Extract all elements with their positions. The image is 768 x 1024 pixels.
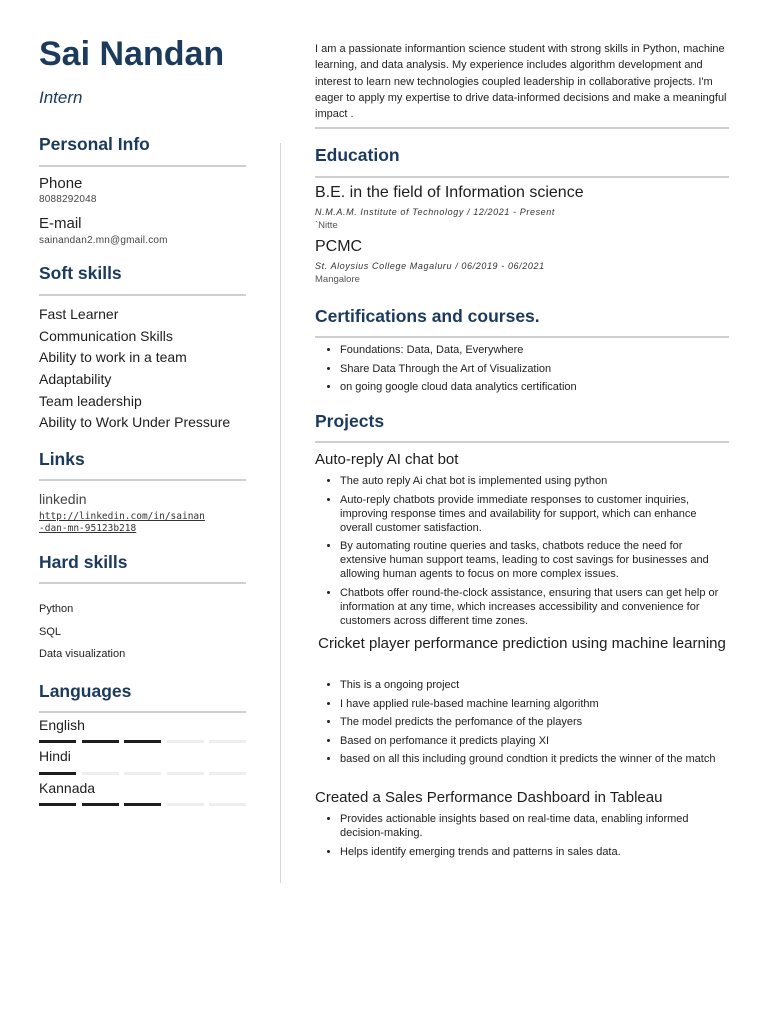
hard-skill-item: SQL (39, 625, 62, 638)
language-level-segment (124, 772, 161, 775)
linkedin-label: linkedin (39, 491, 87, 507)
education-location: `Nitte (315, 220, 338, 231)
project-bullet: • Based on perfomance it predicts playing XI (340, 734, 729, 748)
education-degree: PCMC (315, 238, 363, 255)
project-bullet: • The auto reply Ai chat bot is implemented using python (340, 474, 729, 488)
language-name: Kannada (39, 780, 96, 796)
section-title-education: Education (315, 145, 400, 165)
language-level-segment (167, 740, 204, 743)
section-rule (39, 479, 246, 481)
hard-skill-item: Data visualization (39, 648, 126, 660)
section-rule (315, 336, 729, 338)
project-bullets (315, 678, 729, 771)
soft-skill-item: Communication Skills (39, 327, 173, 344)
certification-item: • Share Data Through the Art of Visualization (340, 362, 729, 376)
language-level-segment (82, 803, 119, 806)
language-level-bar (39, 803, 246, 806)
section-title-languages: Languages (39, 681, 132, 701)
project-bullet: • Auto-reply chatbots provide immediate responses to customer inquiries, improving response times and availability for support, which can enhance overall customer satisfaction. (340, 493, 729, 535)
language-level-segment (82, 772, 119, 775)
project-bullet: • The model predicts the perfomance of the players (340, 715, 729, 729)
phone-value: 8088292048 (39, 194, 97, 205)
profile-summary: I am a passionate informantion science student with strong skills in Python, machine learning, and data analysis. My experience includes algorithm development and interest to learn new technologies coupled leadership in collaborative projects. I'm eager to apply my expertise to drive data-informed decisions and make a meaningful impact . (315, 43, 727, 121)
education-meta: St. Aloysius College Magaluru / 06/2019 - 06/2021 (315, 261, 545, 271)
language-name: English (39, 717, 85, 733)
language-level-segment (124, 740, 161, 743)
project-bullet: • By automating routine queries and tasks, chatbots reduce the need for extensive human support teams, leading to cost savings for businesses and allowing human agents to focus on more complex issues. (340, 539, 729, 581)
language-level-segment (82, 740, 119, 743)
education-degree: B.E. in the field of Information science (315, 184, 584, 201)
section-title-links: Links (39, 449, 85, 469)
language-level-segment (209, 803, 246, 806)
section-rule (39, 294, 246, 296)
soft-skills-list (39, 304, 230, 434)
candidate-name: Sai Nandan (39, 35, 225, 73)
language-level-segment (167, 803, 204, 806)
language-level-segment (39, 740, 76, 743)
project-title: Created a Sales Performance Dashboard in Tableau (315, 789, 663, 806)
section-title-projects: Projects (315, 411, 385, 431)
language-level-segment (39, 772, 76, 775)
section-rule (39, 165, 246, 167)
language-level-segment (167, 772, 204, 775)
language-level-segment (209, 772, 246, 775)
hard-skill-item: Python (39, 603, 74, 615)
certifications-list (315, 343, 729, 399)
project-bullet: • based on all this including ground condtion it predicts the winner of the match (340, 752, 729, 766)
section-rule (315, 127, 729, 129)
section-rule (315, 176, 729, 178)
project-bullet: • Helps identify emerging trends and patterns in sales data. (340, 845, 729, 859)
project-title: Cricket player performance prediction using machine learning (318, 635, 726, 652)
education-location: Mangalore (315, 274, 360, 285)
education-meta: N.M.A.M. Institute of Technology / 12/2021 - Present (315, 207, 555, 217)
candidate-role: Intern (39, 88, 83, 107)
language-level-bar (39, 740, 246, 743)
certification-item: • Foundations: Data, Data, Everywhere (340, 343, 729, 357)
section-title-hard-skills: Hard skills (39, 552, 128, 572)
hard-skills-list (39, 600, 125, 668)
section-title-certifications: Certifications and courses. (315, 306, 540, 326)
linkedin-link[interactable]: http://linkedin.com/in/sainan-dan-mn-95123b218 (39, 511, 205, 534)
project-bullets (315, 812, 729, 863)
language-level-bar (39, 772, 246, 775)
email-label: E-mail (39, 215, 82, 232)
column-divider (280, 143, 281, 883)
project-title: Auto-reply AI chat bot (315, 451, 459, 468)
language-level-segment (124, 803, 161, 806)
email-value: sainandan2.mn@gmail.com (39, 235, 168, 246)
soft-skill-item: Fast Learner (39, 306, 119, 322)
project-bullet: • Chatbots offer round-the-clock assistance, ensuring that users can get help or information at any time, which increases accessibility and convenience for customers across different time zones. (340, 586, 729, 628)
soft-skill-item: Adaptability (39, 371, 112, 388)
soft-skill-item: Ability to work in a team (39, 349, 187, 366)
project-bullets (315, 474, 729, 632)
certification-item: • on going google cloud data analytics certification (340, 380, 729, 394)
language-level-segment (39, 803, 76, 806)
section-title-soft-skills: Soft skills (39, 263, 122, 283)
project-bullet: • I have applied rule-based machine learning algorithm (340, 697, 729, 711)
language-name: Hindi (39, 748, 71, 764)
section-rule (315, 441, 729, 443)
section-rule (39, 582, 246, 584)
section-title-personal-info: Personal Info (39, 134, 150, 154)
language-level-segment (209, 740, 246, 743)
section-rule (39, 711, 246, 713)
phone-label: Phone (39, 175, 83, 192)
project-bullet: • Provides actionable insights based on real-time data, enabling informed decision-making. (340, 812, 729, 840)
project-bullet: • This is a ongoing project (340, 678, 729, 692)
soft-skill-item: Team leadership (39, 392, 142, 409)
soft-skill-item: Ability to Work Under Pressure (39, 414, 231, 431)
